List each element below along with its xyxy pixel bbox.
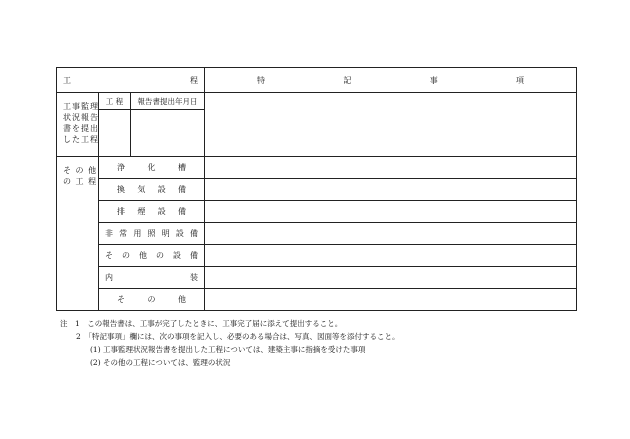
section2-label: [57, 157, 99, 311]
row-label-sonota-setsubi: [99, 245, 205, 267]
section1-col-koutei: 工 程: [99, 93, 131, 110]
row-notes-jokaso[interactable]: [205, 157, 577, 179]
row-label-char: 備: [190, 251, 198, 260]
section2-row: [57, 289, 577, 311]
header-koutei: [57, 68, 205, 93]
section2-row: [57, 201, 577, 223]
row-label-char: の: [156, 251, 164, 260]
row-label-char: の: [147, 295, 156, 304]
note-line-1: 注 1 この報告書は、工事が完了したときに、工事完了届に添えて提出すること。: [60, 319, 343, 328]
row-label-char: の: [122, 251, 130, 260]
row-label-haien: [99, 201, 205, 223]
section1-label: [57, 93, 99, 157]
section1-label-line: 書を提出: [63, 124, 99, 133]
row-notes-kanki[interactable]: [205, 179, 577, 201]
section2-label-line: の 工 程: [63, 177, 98, 186]
note-line-3: (1) 工事監理状況報告書を提出した工程については、建築主事に指摘を受けた事項: [90, 345, 366, 354]
row-label-char: 非: [105, 229, 113, 238]
row-label-char: 照: [147, 229, 156, 238]
row-label-char: 他: [139, 251, 147, 260]
section1-label-line: 状況報告: [63, 113, 99, 122]
row-label-char: 換: [117, 185, 125, 194]
row-label-char: 槽: [178, 163, 187, 172]
header-tokki-char: 特: [257, 75, 266, 85]
section1-col-date: 報告書提出年月日: [131, 93, 205, 110]
row-label-char: 他: [178, 295, 187, 304]
row-label-kanki: [99, 179, 205, 201]
row-label-naiso: [99, 267, 205, 289]
row-label-char: 設: [175, 229, 184, 238]
row-label-char: 煙: [137, 207, 146, 216]
row-label-jokaso: [99, 157, 205, 179]
note-line-2: 2 「特記事項」欄には、次の事項を記入し、必要のある場合は、写真、図面等を添付すること。: [76, 332, 400, 341]
row-notes-hijoyo-shomei[interactable]: [205, 223, 577, 245]
row-label-char: そ: [117, 295, 125, 304]
row-label-char: 気: [137, 185, 146, 194]
section1-subheader-row: [57, 93, 577, 110]
header-koutei-char: 程: [190, 75, 199, 85]
row-notes-naiso[interactable]: [205, 267, 577, 289]
row-label-char: 排: [117, 207, 125, 216]
section2-row: [57, 157, 577, 179]
row-label-char: 備: [178, 207, 187, 216]
section1-koutei-entry[interactable]: [99, 110, 131, 157]
header-tokki-char: 事: [429, 75, 438, 85]
section2-row: [57, 245, 577, 267]
row-label-hijoyo-shomei: [99, 223, 205, 245]
row-notes-haien[interactable]: [205, 201, 577, 223]
row-label-char: 常: [119, 229, 128, 238]
section2-row: [57, 179, 577, 201]
row-label-char: 備: [190, 229, 199, 238]
row-label-char: 浄: [117, 163, 125, 172]
section2-label-line: そ の 他: [63, 166, 98, 175]
section1-notes-cell[interactable]: [205, 93, 577, 157]
row-label-char: 設: [173, 251, 181, 260]
section2-row: [57, 267, 577, 289]
header-koutei-char: 工: [63, 75, 71, 85]
row-label-char: 設: [157, 207, 166, 216]
construction-report-table: [56, 67, 577, 311]
row-label-char: 化: [147, 163, 156, 172]
header-tokki-char: 項: [516, 75, 525, 85]
header-row: [57, 68, 577, 93]
row-label-char: そ: [105, 251, 113, 260]
row-label-sonota: [99, 289, 205, 311]
row-notes-sonota-setsubi[interactable]: [205, 245, 577, 267]
header-tokki-jikou: [205, 68, 577, 93]
footnotes: [60, 317, 400, 369]
row-label-char: 明: [161, 229, 170, 238]
section2-row: [57, 223, 577, 245]
note-line-4: (2) その他の工程については、監理の状況: [90, 358, 231, 367]
row-label-char: 設: [157, 185, 166, 194]
section1-label-line: 工事監理: [63, 102, 99, 111]
row-label-char: 用: [133, 229, 142, 238]
row-label-char: 備: [178, 185, 187, 194]
row-label-char: 内: [105, 273, 113, 282]
row-label-char: 装: [190, 273, 199, 282]
section1-label-line: した工程: [63, 135, 99, 144]
header-tokki-char: 記: [343, 75, 352, 85]
section1-date-entry[interactable]: [131, 110, 205, 157]
row-notes-sonota[interactable]: [205, 289, 577, 311]
